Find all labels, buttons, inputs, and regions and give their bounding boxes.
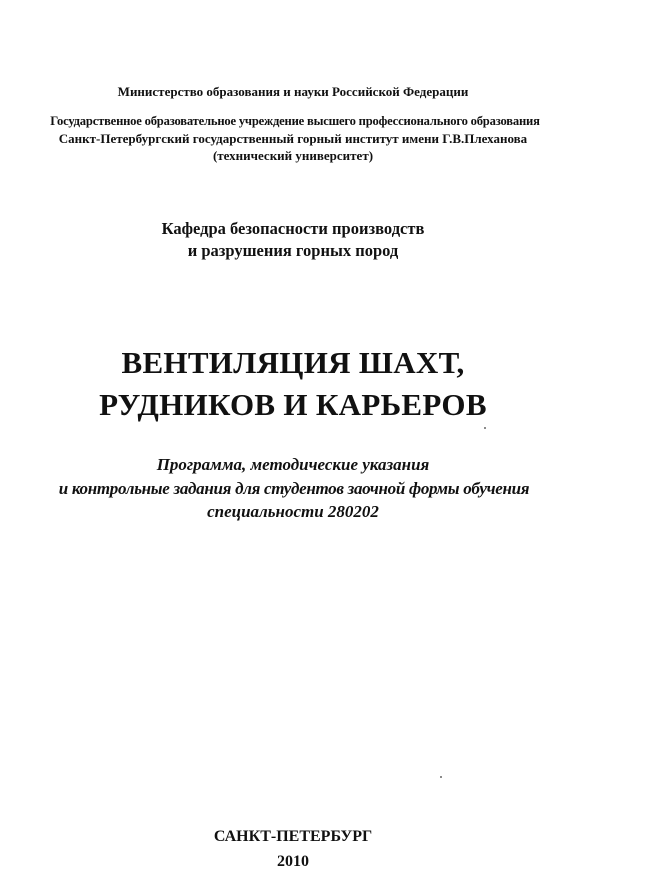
scan-speck	[484, 427, 486, 429]
publication-year: 2010	[277, 853, 309, 870]
institution-type: Государственное образовательное учреждение высшего профессионального образования	[50, 114, 540, 128]
scan-speck	[440, 776, 442, 778]
ministry-name: Министерство образования и науки Российской Федерации	[117, 84, 469, 99]
institution-subtitle: (технический университет)	[212, 148, 374, 163]
department-line-2: и разрушения горных пород	[187, 241, 399, 260]
publication-city: САНКТ-ПЕТЕРБУРГ	[213, 828, 373, 845]
document-title-line-2: РУДНИКОВ И КАРЬЕРОВ	[99, 387, 487, 422]
subtitle-line-1: Программа, методические указания	[156, 455, 430, 474]
subtitle-line-2: и контрольные задания для студентов заочной формы обучения	[58, 479, 530, 498]
department-line-1: Кафедра безопасности производств	[161, 219, 425, 238]
institution-name: Санкт-Петербургский государственный горный институт имени Г.В.Плеханова	[58, 131, 528, 146]
document-title-line-1: ВЕНТИЛЯЦИЯ ШАХТ,	[121, 345, 465, 380]
subtitle-line-3: специальности 280202	[207, 502, 379, 521]
